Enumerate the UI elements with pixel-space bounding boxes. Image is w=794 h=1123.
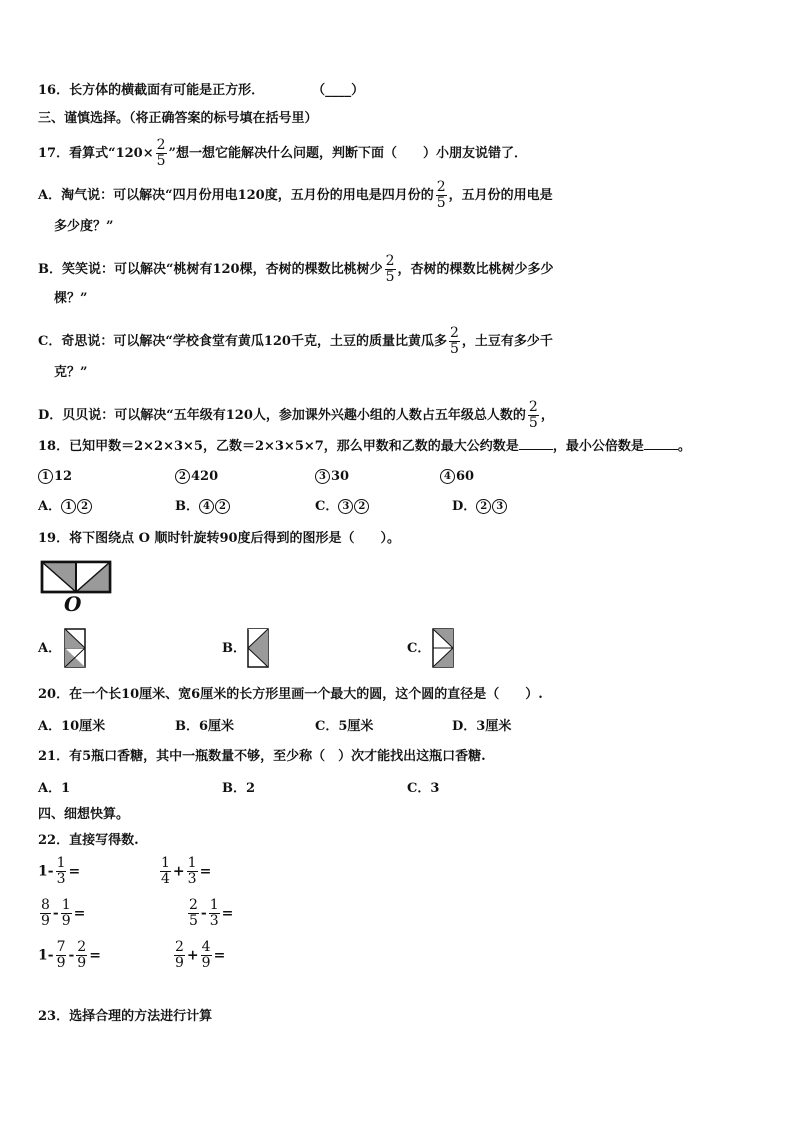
option-label: B．: [175, 499, 199, 514]
denominator: 5: [528, 415, 538, 431]
numerator: 1: [61, 897, 71, 913]
fraction: [56, 856, 67, 887]
fraction: [40, 898, 51, 929]
denominator: 3: [209, 913, 219, 929]
fraction: [201, 940, 212, 971]
calc-1: [38, 856, 80, 887]
q17-b-pre: B．笑笑说：可以解决“桃树有120棵，杏树的棵数比桃树少: [38, 262, 383, 277]
numerator: 1: [209, 897, 219, 913]
q16-line: [38, 82, 364, 100]
option-c-figure: [432, 628, 454, 668]
q18-option-d[interactable]: [452, 498, 508, 516]
equals-sign: =: [199, 863, 212, 880]
denominator: 3: [56, 871, 66, 887]
numerator: 2: [77, 939, 87, 955]
denominator: 9: [201, 955, 211, 971]
calc-prefix: 1-: [38, 947, 54, 964]
q17-option-d[interactable]: [38, 400, 554, 431]
numerator: 2: [528, 399, 538, 415]
circled-number: 1: [61, 499, 76, 514]
q17-d-fraction: [528, 400, 539, 431]
q18-end: 。: [677, 439, 691, 454]
section4-heading: 四、细想快算。: [38, 807, 130, 822]
q17-b-cont: 棵？”: [54, 291, 88, 306]
q18-item-2: [175, 468, 218, 486]
numerator: 8: [41, 897, 50, 913]
q21-stem: 21．有5瓶口香糖，其中一瓶数量不够，至少称（ ）次才能找出这瓶口香糖.: [38, 749, 486, 764]
q17-pre: 17．看算式“120×: [38, 146, 154, 161]
equals-sign: =: [89, 947, 101, 964]
denominator: 9: [56, 955, 66, 971]
q16-text: 16．长方体的横截面有可能是正方形．: [38, 83, 265, 98]
lcm-blank[interactable]: [644, 449, 678, 450]
q18-stem: [38, 438, 691, 456]
operator: -: [200, 905, 207, 922]
denominator: 5: [189, 913, 198, 929]
point-o-label: O: [64, 592, 82, 616]
denominator: 9: [175, 955, 184, 971]
q17-c-pre: C．奇思说：可以解决“学校食堂有黄瓜120千克，土豆的质量比黄瓜多: [38, 334, 447, 349]
operator: +: [172, 863, 185, 880]
q17-option-b[interactable]: [38, 254, 554, 285]
fraction: [56, 940, 67, 971]
denominator: 5: [156, 153, 166, 169]
q21-option-c[interactable]: C．3: [407, 781, 440, 796]
calc-6: [172, 940, 225, 971]
q21-option-a[interactable]: A．1: [38, 781, 71, 796]
q18-option-b[interactable]: [175, 498, 231, 516]
q18-item-3: [315, 468, 349, 486]
fraction: [76, 940, 87, 971]
circled-number: 2: [215, 499, 230, 514]
q17-post: ”想一想它能解决什么问题，判断下面（ ）小朋友说错了．: [168, 146, 528, 161]
q17-d-post: ，: [540, 408, 554, 423]
numerator: 2: [449, 325, 459, 341]
numerator: 2: [175, 939, 184, 955]
q20-option-a[interactable]: A．10厘米: [38, 719, 106, 734]
equals-sign: =: [213, 947, 226, 964]
circled-number: 2: [77, 499, 92, 514]
q20-option-b[interactable]: B．6厘米: [175, 719, 235, 734]
q17-b-post: ，杏树的棵数比桃树少多少: [397, 262, 554, 277]
q17-a-cont: 多少度？”: [54, 219, 114, 234]
denominator: 9: [41, 913, 50, 929]
fraction: [187, 856, 198, 887]
circled-number: 2: [175, 469, 190, 484]
operator: -: [52, 905, 59, 922]
q17-a-pre: A．淘气说：可以解决“四月份用电120度，五月份的用电是四月份的: [38, 188, 434, 203]
denominator: 4: [161, 871, 170, 887]
denominator: 9: [61, 913, 71, 929]
q20-option-d[interactable]: D．3厘米: [452, 719, 512, 734]
q18-item-1: [38, 468, 72, 486]
option-b-figure: [247, 628, 269, 668]
numerator: 2: [385, 253, 395, 269]
operator: +: [186, 947, 199, 964]
q18-item-4: [440, 468, 474, 486]
option-label: A．: [38, 499, 62, 514]
q17-b-fraction: [385, 254, 396, 285]
circled-number: 4: [199, 499, 214, 514]
numerator: 1: [187, 855, 197, 871]
fraction: [174, 940, 185, 971]
numerator: 2: [189, 897, 198, 913]
q18-text: 18．已知甲数＝2×2×3×5，乙数＝2×3×5×7，那么甲数和乙数的最大公约数是: [38, 439, 519, 454]
item-value: 420: [191, 469, 219, 484]
q17-stem: [38, 138, 527, 169]
fraction: [209, 898, 220, 929]
item-value: 60: [456, 469, 475, 484]
q23-stem: 23．选择合理的方法进行计算: [38, 1009, 213, 1024]
q17-d-pre: D．贝贝说：可以解决“五年级有120人，参加课外兴趣小组的人数占五年级总人数的: [38, 408, 526, 423]
calc-4: [186, 898, 233, 929]
q18-mid: ，最小公倍数是: [552, 439, 644, 454]
option-a-figure: [64, 628, 86, 668]
gcd-blank[interactable]: [519, 449, 553, 450]
q16-bracket: （____）: [312, 83, 365, 98]
denominator: 5: [436, 195, 446, 211]
denominator: 3: [187, 871, 197, 887]
circled-number: 3: [492, 499, 507, 514]
q21-option-b[interactable]: B．2: [222, 781, 256, 796]
q19-stem: 19．将下图绕点 O 顺时针旋转90度后得到的图形是（ ）。: [38, 531, 401, 546]
q17-c-fraction: [449, 326, 460, 357]
numerator: 7: [56, 939, 66, 955]
circled-number: 2: [476, 499, 491, 514]
fraction: [188, 898, 199, 929]
q17-a-post: ，五月份的用电是: [448, 188, 553, 203]
q17-option-c[interactable]: [38, 326, 553, 357]
item-value: 12: [54, 469, 73, 484]
numerator: 1: [161, 855, 170, 871]
q19-option-a[interactable]: A．: [38, 641, 62, 656]
q17-c-cont: 克？”: [54, 365, 88, 380]
q20-option-c[interactable]: C．5厘米: [315, 719, 374, 734]
q18-option-c[interactable]: [315, 498, 370, 516]
q17-a-fraction: [436, 180, 447, 211]
numerator: 4: [201, 939, 211, 955]
circled-number: 4: [440, 469, 455, 484]
q20-stem: 20．在一个长10厘米、宽6厘米的长方形里画一个最大的圆，这个圆的直径是（ ）.: [38, 687, 543, 702]
operator: -: [68, 947, 75, 964]
calc-2: [158, 856, 211, 887]
item-value: 30: [331, 469, 350, 484]
equals-sign: =: [73, 905, 86, 922]
circled-number: 3: [315, 469, 330, 484]
q19-option-b[interactable]: B．: [222, 641, 246, 656]
fraction: [160, 856, 171, 887]
numerator: 2: [156, 137, 166, 153]
option-label: D．: [452, 499, 477, 514]
q19-option-c[interactable]: C．: [407, 641, 431, 656]
denominator: 5: [449, 341, 459, 357]
circled-number: 1: [38, 469, 53, 484]
q17-option-a[interactable]: [38, 180, 553, 211]
calc-prefix: 1-: [38, 863, 54, 880]
calc-3: [38, 898, 85, 929]
circled-number: 2: [354, 499, 369, 514]
denominator: 9: [77, 955, 87, 971]
fraction: [61, 898, 72, 929]
q17-c-post: ，土豆有多少千: [461, 334, 553, 349]
q18-option-a[interactable]: [38, 498, 93, 516]
equals-sign: =: [221, 905, 234, 922]
numerator: 2: [436, 179, 446, 195]
numerator: 1: [56, 855, 66, 871]
calc-5: [38, 940, 101, 971]
denominator: 5: [385, 269, 395, 285]
option-label: C．: [315, 499, 339, 514]
equals-sign: =: [68, 863, 81, 880]
q17-fraction: [156, 138, 167, 169]
circled-number: 3: [338, 499, 353, 514]
q22-stem: 22．直接写得数.: [38, 833, 139, 848]
section3-heading: 三、谨慎选择。（将正确答案的标号填在括号里）: [38, 111, 318, 126]
